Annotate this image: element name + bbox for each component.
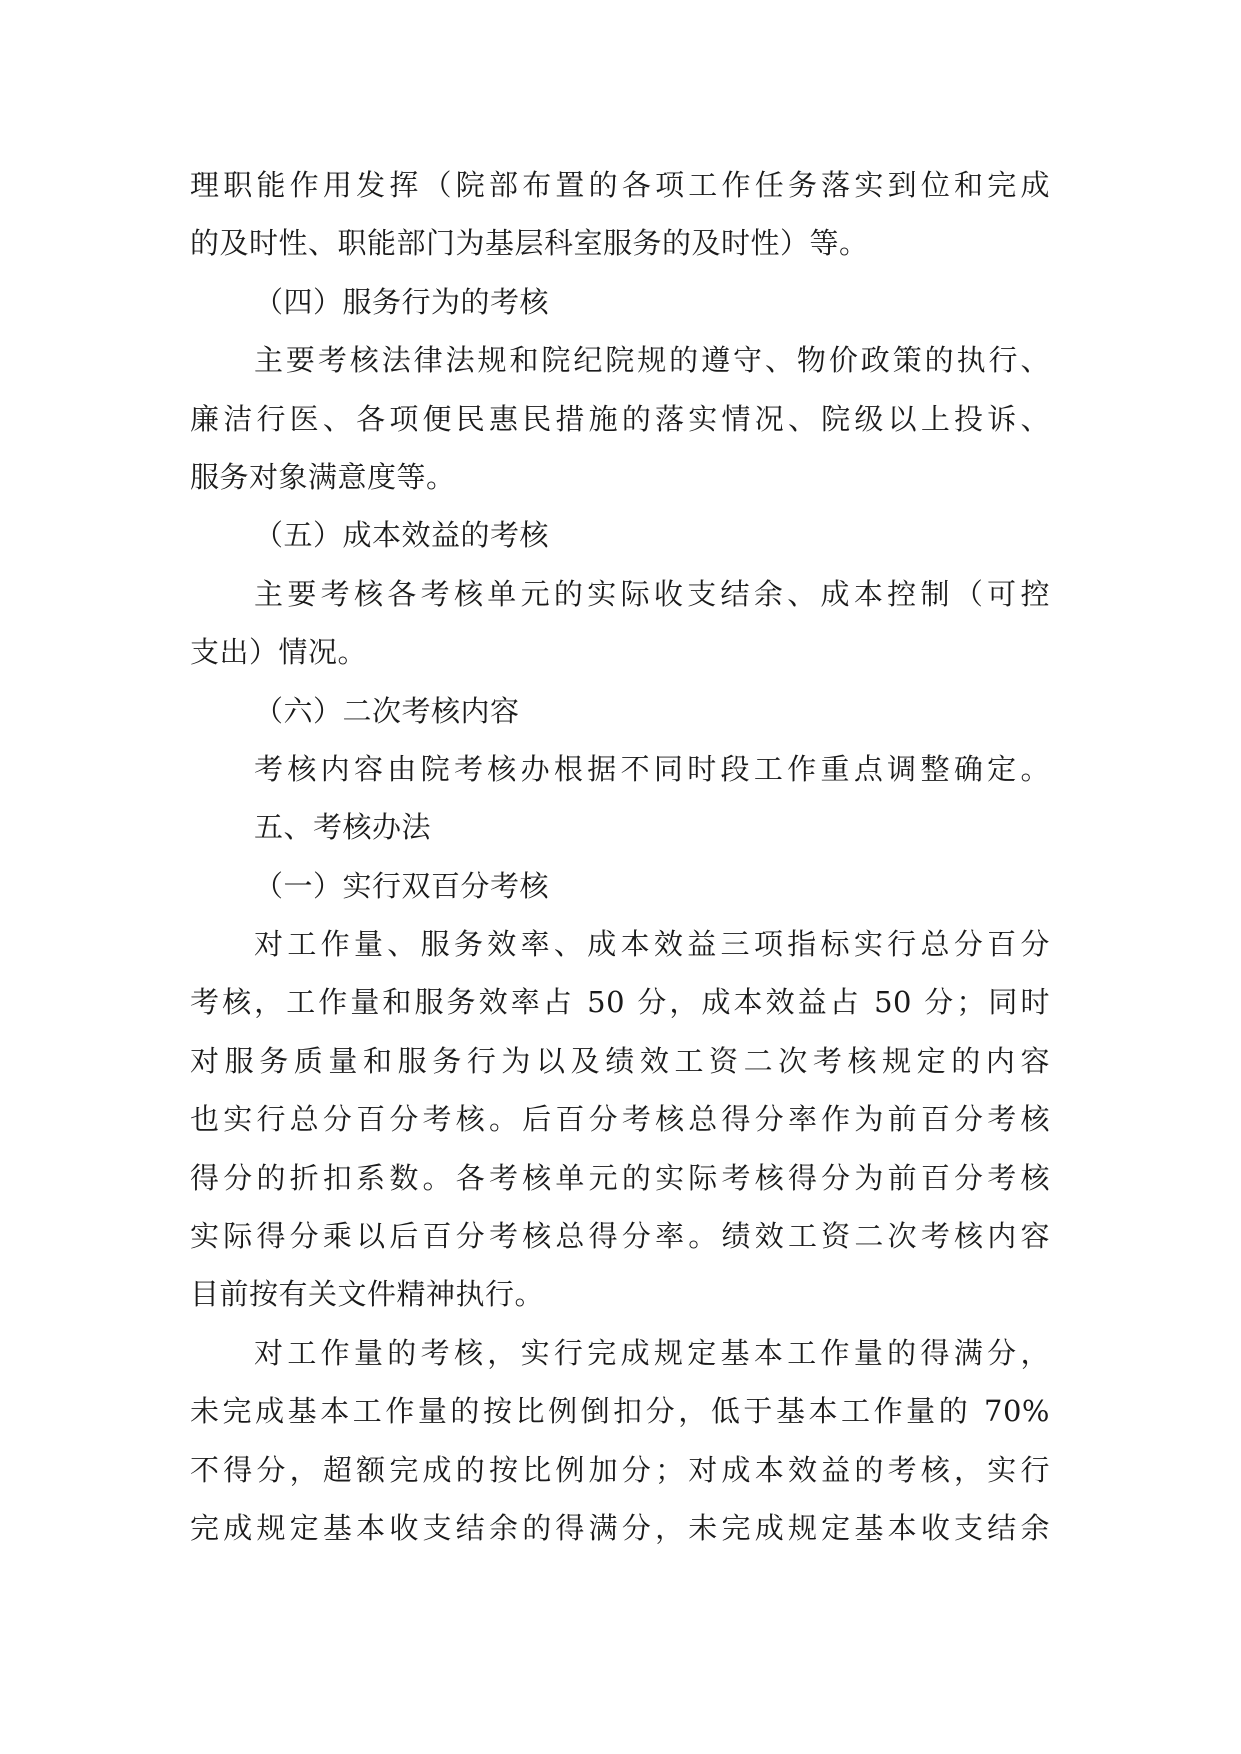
text-line: 未完成基本工作量的按比例倒扣分，低于基本工作量的 70% bbox=[190, 1394, 1050, 1429]
text-line: 主要考核各考核单元的实际收支结余、成本控制（可控 bbox=[254, 576, 1050, 611]
text-line: 对工作量的考核，实行完成规定基本工作量的得满分， bbox=[254, 1335, 1050, 1370]
text-line: 廉洁行医、各项便民惠民措施的落实情况、院级以上投诉、 bbox=[190, 401, 1050, 436]
text-line: （六）二次考核内容 bbox=[254, 693, 520, 728]
text-line: 理职能作用发挥（院部布置的各项工作任务落实到位和完成 bbox=[190, 168, 1050, 202]
text-line: 对工作量、服务效率、成本效益三项指标实行总分百分 bbox=[254, 927, 1050, 962]
text-line: （一）实行双百分考核 bbox=[254, 868, 550, 903]
text-line: （四）服务行为的考核 bbox=[254, 284, 550, 319]
text-line: 考核内容由院考核办根据不同时段工作重点调整确定。 bbox=[254, 751, 1050, 786]
text-line: 主要考核法律法规和院纪院规的遵守、物价政策的执行、 bbox=[254, 343, 1050, 378]
text-line: 也实行总分百分考核。后百分考核总得分率作为前百分考核 bbox=[190, 1102, 1050, 1137]
text-line: 对服务质量和服务行为以及绩效工资二次考核规定的内容 bbox=[190, 1043, 1050, 1078]
text-line: 得分的折扣系数。各考核单元的实际考核得分为前百分考核 bbox=[190, 1160, 1050, 1195]
text-line: 不得分，超额完成的按比例加分；对成本效益的考核，实行 bbox=[190, 1452, 1050, 1487]
text-line: （五）成本效益的考核 bbox=[254, 518, 550, 553]
text-line: 服务对象满意度等。 bbox=[190, 459, 456, 494]
document-body bbox=[190, 156, 1050, 1557]
text-line: 实际得分乘以后百分考核总得分率。绩效工资二次考核内容 bbox=[190, 1219, 1050, 1254]
text-line: 五、考核办法 bbox=[254, 810, 432, 845]
text-line: 支出）情况。 bbox=[190, 635, 368, 670]
text-line: 完成规定基本收支结余的得满分，未完成规定基本收支结余 bbox=[190, 1510, 1050, 1545]
text-line: 考核，工作量和服务效率占 50 分，成本效益占 50 分；同时 bbox=[190, 985, 1050, 1020]
text-line: 目前按有关文件精神执行。 bbox=[190, 1277, 545, 1312]
text-line: 的及时性、职能部门为基层科室服务的及时性）等。 bbox=[190, 226, 869, 261]
